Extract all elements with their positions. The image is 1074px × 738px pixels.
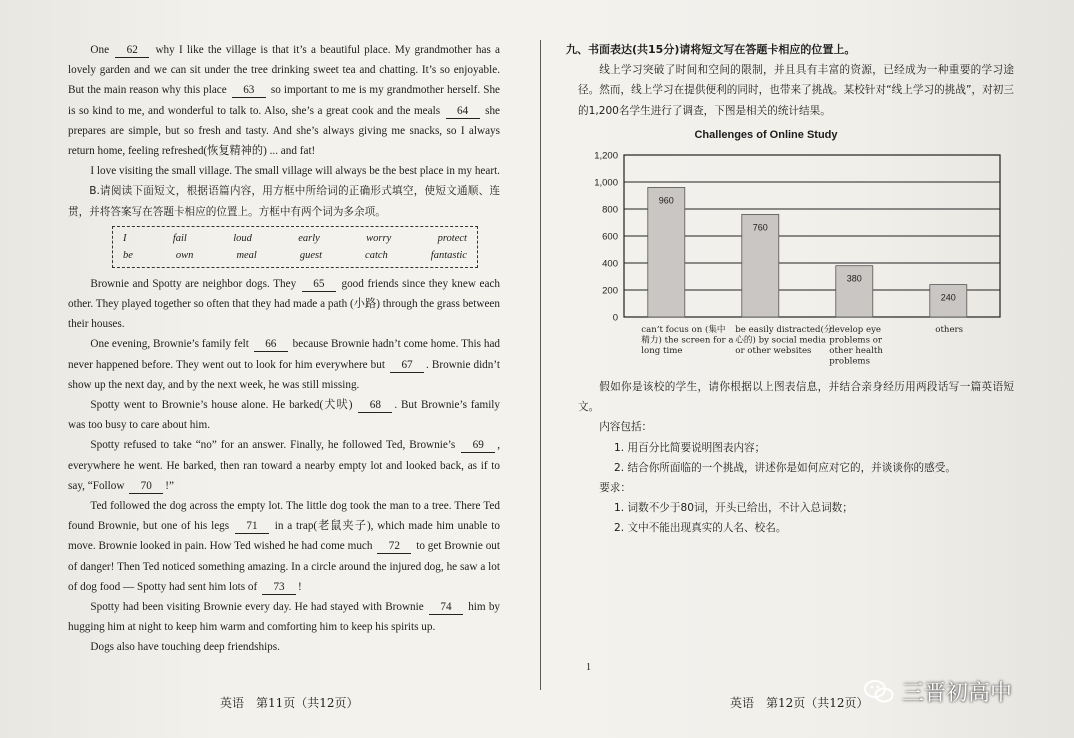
writing-intro: 线上学习突破了时间和空间的限制，并且具有丰富的资源，已经成为一种重要的学习途径。然而，线上学习在提供便利的同时，也带来了挑战。某校针对“线上学习的挑战”，对初三的1,200名学生进行了调查，下图是相关的统计结果。 [578, 64, 1014, 117]
left-page-footer: 英语 第11页（共12页） [220, 696, 359, 710]
blank-63: 63 [232, 84, 266, 98]
text: One evening, Brownie’s family felt [90, 338, 249, 351]
word: own [175, 249, 194, 261]
section-b-instructions: B.请阅读下面短文，根据语篇内容，用方框中所给词的正确形式填空，使短文通顺、连贯，并将答案写在答题卡相应的位置上。方框中有两个词为多余项。 [68, 185, 500, 218]
x-tick-label: develop eye [829, 325, 882, 336]
word: catch [365, 249, 388, 261]
y-tick-label: 1,200 [594, 150, 618, 162]
section-9-title: 九、书面表达(共15分)请将短文写在答题卡相应的位置上。 [566, 43, 856, 56]
word: I [123, 232, 127, 244]
y-tick-label: 1,000 [594, 177, 618, 189]
word: guest [299, 249, 323, 261]
x-tick-label: or other websites [735, 346, 812, 357]
bar-value-label: 380 [846, 273, 862, 284]
blank-73: 73 [262, 581, 296, 595]
x-tick-label: problems [829, 356, 870, 367]
text: Ted followed the dog across the empty lot. The little dog took the man to a tree. There Ted found Brownie, but one of his legs [68, 500, 500, 533]
text: ! [298, 580, 302, 593]
word-row-2 [123, 247, 467, 264]
text: !” [165, 479, 174, 492]
story-paragraph-6 [68, 597, 500, 637]
watermark [864, 676, 1012, 707]
x-tick-label: long time [641, 346, 683, 357]
word-row-1 [123, 230, 467, 247]
text: she prepares are simple, but so fresh and tasty. And she’s always giving me snacks, so I always return home, feeling refreshed(恢复精神的) ... and fat! [68, 104, 501, 158]
blank-72: 72 [377, 540, 411, 554]
content-item-2: 2. 结合你所面临的一个挑战，讲述你是如何应对它的，并谈谈你的感受。 [614, 461, 956, 474]
text: in a trap(老鼠夹子), which made him unable to move. Brownie looked in pain. How Ted wished he had come much [68, 520, 501, 553]
paragraph-village [68, 40, 500, 161]
word: protect [437, 232, 467, 244]
x-tick-label: can’t focus on (集中 [641, 325, 726, 336]
text: , everywhere he went. He barked, then ran toward a nearby empty lot and looked back, as if to say, “Follow [68, 439, 501, 492]
word: be [123, 249, 133, 261]
left-page [68, 40, 500, 658]
blank-64: 64 [446, 105, 480, 119]
x-tick-label: problems or [829, 335, 883, 346]
blank-70: 70 [129, 480, 163, 494]
story-paragraph-1 [68, 274, 500, 335]
x-tick-label: be easily distracted(分 [735, 325, 833, 336]
text: because Brownie hadn’t come home. This had never happened before. They went out to look for him everywhere but [68, 338, 501, 371]
blank-67: 67 [390, 359, 424, 373]
right-page [566, 40, 1014, 539]
text: good friends since they knew each other. They played together so often that they had made a path (小路) through the grass between their houses. [68, 277, 501, 331]
story-paragraph-5 [68, 496, 500, 597]
word: meal [236, 249, 257, 261]
blank-74: 74 [429, 601, 463, 615]
bar [648, 187, 685, 317]
story-paragraph-7: Dogs also have touching deep friendships. [90, 641, 280, 654]
blank-65: 65 [302, 278, 336, 292]
bar-value-label: 240 [940, 292, 956, 303]
text: him by hugging him at night to keep him warm and comforting him to keep his spirits up. [68, 601, 501, 634]
bar-value-label: 960 [658, 195, 674, 206]
word: loud [233, 232, 252, 244]
content-label: 内容包括： [599, 421, 653, 434]
y-tick-label: 0 [612, 312, 618, 324]
requirement-item-2: 2. 文中不能出现真实的人名、校名。 [614, 522, 787, 535]
y-tick-label: 400 [602, 258, 618, 270]
text: One [90, 44, 110, 56]
story-paragraph-3 [68, 395, 500, 435]
y-tick-label: 600 [602, 231, 618, 243]
requirement-item-1: 1. 词数不少于80词，开头已给出，不计入总词数； [614, 502, 853, 515]
blank-69: 69 [461, 439, 495, 453]
y-tick-label: 800 [602, 204, 618, 216]
writing-task: 假如你是该校的学生，请你根据以上图表信息，并结合亲身经历用两段话写一篇英语短文。 [578, 381, 1014, 414]
text: to get Brownie out of danger! Then Ted noticed something amazing. In a circle around the injured dog, he saw a lot of dog food — Spotty had sent him lots of [68, 540, 500, 593]
blank-68: 68 [358, 399, 392, 413]
text: . But Brownie’s family was too busy to care about him. [68, 399, 500, 432]
x-tick-label: 精力) the screen for a [641, 335, 734, 346]
word-box [112, 226, 478, 268]
watermark-text: 三晋初高中 [902, 681, 1013, 706]
story-paragraph-2 [68, 334, 500, 395]
y-tick-label: 200 [602, 285, 618, 297]
text: Spotty had been visiting Brownie every day. He had stayed with Brownie [90, 601, 424, 614]
blank-71: 71 [235, 520, 269, 534]
text: . Brownie didn’t show up the next day, and by the next week, he was still missing. [68, 358, 500, 391]
x-tick-label: 心的) by social media [735, 335, 827, 346]
right-page-footer: 英语 第12页（共12页） [730, 696, 869, 710]
text: so important to me is my grandmother herself. She is so kind to me, and wonderful to talk to. Also, she’s a great cook and the meals [68, 84, 501, 117]
bar-chart [578, 145, 1014, 377]
stray-mark: 1 [586, 662, 591, 673]
content-item-1: 1. 用百分比简要说明图表内容； [614, 441, 766, 454]
text: Spotty went to Brownie’s house alone. He barked(犬吠) [90, 399, 353, 412]
requirements-label: 要求： [599, 482, 631, 495]
blank-66: 66 [254, 338, 288, 352]
word: fail [172, 232, 187, 244]
x-tick-label: others [935, 325, 964, 336]
story-paragraph-4 [68, 435, 500, 496]
chart-title: Challenges of Online Study [694, 128, 838, 141]
word: fantastic [430, 249, 467, 261]
paragraph-heart: I love visiting the small village. The small village will always be the best place in my heart. [90, 165, 500, 178]
text: Spotty refused to take “no” for an answer. Finally, he followed Ted, Brownie’s [90, 439, 456, 452]
wechat-logo-icon [864, 679, 894, 705]
text: why I like the village is that it’s a beautiful place. My grandmother has a lovely garden and we can sit under the tree drinking sweet tea and chatting. It’s so enjoyable. But the main reason why this place [68, 44, 501, 97]
text: Brownie and Spotty are neighbor dogs. They [90, 277, 297, 290]
word: worry [366, 232, 392, 244]
bar-value-label: 760 [752, 222, 768, 233]
x-tick-label: other health [829, 346, 883, 357]
word: early [298, 232, 320, 244]
blank-62: 62 [115, 44, 149, 58]
